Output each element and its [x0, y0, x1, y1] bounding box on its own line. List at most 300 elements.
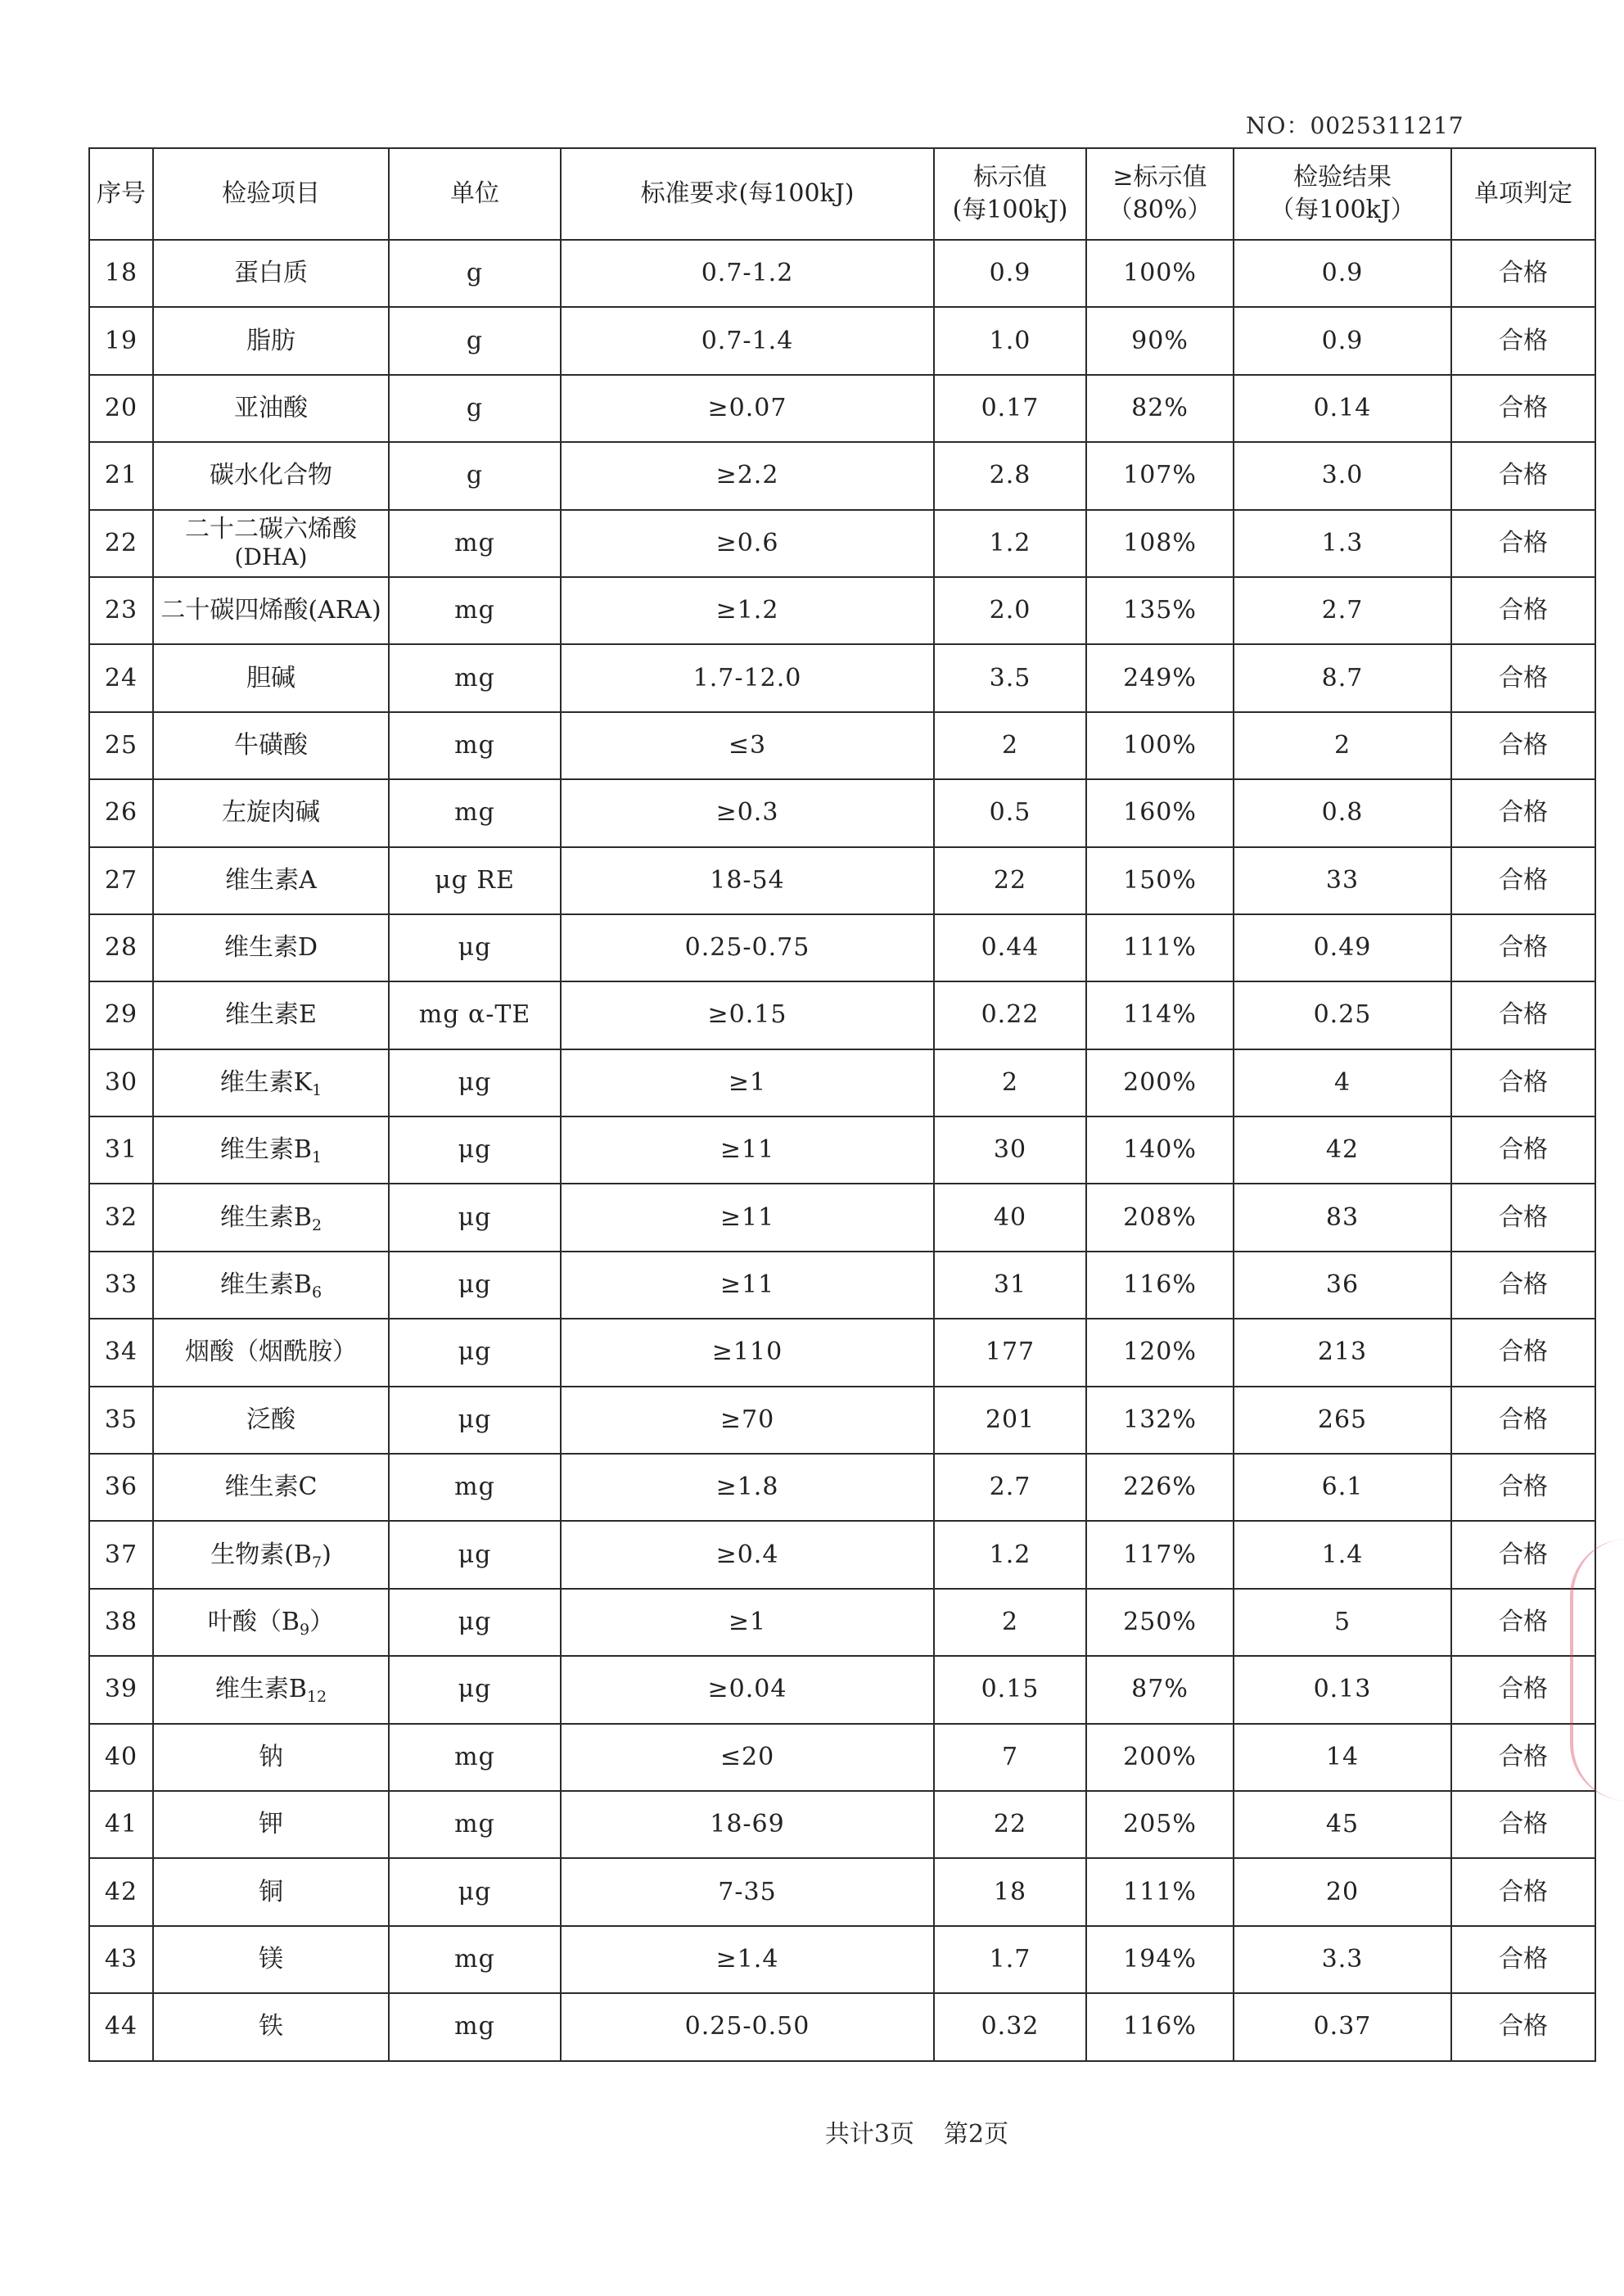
table-header: [89, 148, 1595, 240]
cell-ratio: 160%: [1086, 779, 1234, 846]
cell-label-value: 2.7: [934, 1454, 1086, 1521]
table-row: [89, 1993, 1595, 2060]
cell-unit: mg: [389, 1993, 561, 2060]
cell-ratio: 87%: [1086, 1656, 1234, 1723]
cell-standard: ≥1: [561, 1049, 934, 1116]
cell-item: [153, 442, 389, 509]
table-row: [89, 577, 1595, 644]
item-name-text: 亚油酸: [234, 393, 308, 422]
item-name-text: 铜: [259, 1877, 283, 1906]
cell-item: [153, 1252, 389, 1319]
cell-standard: ≥1.8: [561, 1454, 934, 1521]
cell-result: 3.3: [1234, 1926, 1451, 1993]
cell-unit: μg: [389, 1116, 561, 1184]
cell-label-value: 0.22: [934, 981, 1086, 1049]
item-subscript: 1: [312, 1080, 323, 1099]
table-row: [89, 375, 1595, 442]
page-footer: [0, 2113, 1624, 2149]
cell-result: 0.14: [1234, 375, 1451, 442]
item-name-text: 左旋肉碱: [222, 798, 320, 828]
item-name-text: 生物素(B: [210, 1540, 312, 1569]
item-name-text: 胆碱: [246, 663, 295, 692]
cell-result: 6.1: [1234, 1454, 1451, 1521]
cell-result: 42: [1234, 1116, 1451, 1184]
cell-no: 27: [89, 847, 153, 914]
cell-standard: 18-54: [561, 847, 934, 914]
cell-item: [153, 240, 389, 307]
cell-item: [153, 1926, 389, 1993]
item-name-text: 维生素C: [224, 1473, 318, 1502]
cell-ratio: 116%: [1086, 1252, 1234, 1319]
cell-item: [153, 577, 389, 644]
cell-result: 20: [1234, 1858, 1451, 1925]
table-row: [89, 1252, 1595, 1319]
item-name-line: [157, 327, 385, 355]
cell-verdict: 合格: [1451, 847, 1595, 914]
cell-ratio: 82%: [1086, 375, 1234, 442]
cell-no: 40: [89, 1724, 153, 1791]
item-name-line: [157, 1608, 385, 1639]
cell-item: [153, 1454, 389, 1521]
cell-item: [153, 1724, 389, 1791]
table-row: [89, 442, 1595, 509]
cell-label-value: 0.15: [934, 1656, 1086, 1723]
cell-verdict: 合格: [1451, 712, 1595, 779]
cell-verdict: 合格: [1451, 1791, 1595, 1858]
cell-verdict: 合格: [1451, 914, 1595, 981]
cell-result: 0.9: [1234, 240, 1451, 307]
cell-verdict: 合格: [1451, 375, 1595, 442]
cell-label-value: 0.9: [934, 240, 1086, 307]
cell-verdict: 合格: [1451, 1521, 1595, 1588]
cell-standard: 7-35: [561, 1858, 934, 1925]
cell-standard: ≥0.6: [561, 510, 934, 577]
total-pages: 共计3页: [824, 2120, 914, 2149]
cell-unit: mg: [389, 1926, 561, 1993]
cell-item: [153, 712, 389, 779]
cell-unit: g: [389, 240, 561, 307]
cell-ratio: 208%: [1086, 1184, 1234, 1251]
cell-no: 24: [89, 644, 153, 711]
cell-verdict: 合格: [1451, 510, 1595, 577]
col-header-unit: 单位: [389, 148, 561, 240]
cell-label-value: 3.5: [934, 644, 1086, 711]
cell-standard: 0.7-1.2: [561, 240, 934, 307]
item-name-text: 维生素A: [225, 865, 317, 895]
table-row: [89, 644, 1595, 711]
item-name-text: 牛磺酸: [234, 730, 308, 760]
cell-no: 18: [89, 240, 153, 307]
cell-label-value: 2: [934, 1049, 1086, 1116]
cell-verdict: 合格: [1451, 1387, 1595, 1454]
item-subscript: 1: [311, 1148, 323, 1167]
cell-item: [153, 1521, 389, 1588]
table-row: [89, 847, 1595, 914]
cell-result: 4: [1234, 1049, 1451, 1116]
cell-ratio: 120%: [1086, 1319, 1234, 1386]
cell-standard: ≥0.04: [561, 1656, 934, 1723]
cell-standard: 0.25-0.75: [561, 914, 934, 981]
item-subscript: 6: [311, 1283, 323, 1302]
item-name-line: [157, 1473, 385, 1501]
report-number: NO：0025311217: [1246, 112, 1464, 139]
table-row: [89, 779, 1595, 846]
item-name-line: [157, 934, 385, 962]
col-header-ratio: ≥标示值 （80%）: [1086, 148, 1234, 240]
cell-result: 14: [1234, 1724, 1451, 1791]
table-body: [89, 240, 1595, 2061]
cell-ratio: 140%: [1086, 1116, 1234, 1184]
item-name-line: [157, 1540, 385, 1572]
cell-item: [153, 847, 389, 914]
cell-verdict: 合格: [1451, 577, 1595, 644]
item-name-text: 维生素B: [219, 1270, 312, 1300]
cell-result: 0.37: [1234, 1993, 1451, 2060]
cell-ratio: 111%: [1086, 1858, 1234, 1925]
cell-label-value: 31: [934, 1252, 1086, 1319]
col-header-no: 序号: [89, 148, 153, 240]
cell-result: 1.4: [1234, 1521, 1451, 1588]
col-header-result: 检验结果 （每100kJ）: [1234, 148, 1451, 240]
cell-no: 38: [89, 1589, 153, 1656]
cell-ratio: 249%: [1086, 644, 1234, 711]
table-row: [89, 1454, 1595, 1521]
cell-no: 39: [89, 1656, 153, 1723]
cell-unit: mg: [389, 644, 561, 711]
cell-ratio: 200%: [1086, 1049, 1234, 1116]
item-name-line: [157, 544, 385, 571]
cell-ratio: 116%: [1086, 1993, 1234, 2060]
cell-no: 43: [89, 1926, 153, 1993]
cell-standard: ≥11: [561, 1116, 934, 1184]
cell-standard: ≥110: [561, 1319, 934, 1386]
cell-result: 0.25: [1234, 981, 1451, 1049]
cell-label-value: 177: [934, 1319, 1086, 1386]
item-name-text: 泛酸: [246, 1405, 295, 1434]
cell-result: 2.7: [1234, 577, 1451, 644]
item-name-line: [157, 1879, 385, 1906]
item-name-line: [157, 597, 385, 625]
cell-standard: ≥70: [561, 1387, 934, 1454]
table-row: [89, 1184, 1595, 1251]
item-subscript: 9: [299, 1621, 310, 1639]
cell-result: 1.3: [1234, 510, 1451, 577]
cell-item: [153, 779, 389, 846]
cell-result: 2: [1234, 712, 1451, 779]
cell-verdict: 合格: [1451, 1252, 1595, 1319]
table-row: [89, 307, 1595, 374]
cell-item: [153, 1993, 389, 2060]
cell-result: 8.7: [1234, 644, 1451, 711]
cell-verdict: 合格: [1451, 307, 1595, 374]
item-name-line: [157, 732, 385, 760]
cell-unit: g: [389, 375, 561, 442]
item-name-line: [157, 1069, 385, 1097]
table-row: [89, 1858, 1595, 1925]
cell-ratio: 250%: [1086, 1589, 1234, 1656]
cell-label-value: 30: [934, 1116, 1086, 1184]
table-row: [89, 1387, 1595, 1454]
item-name-text: 叶酸（B: [207, 1608, 300, 1636]
item-name-text: 钠: [259, 1742, 283, 1771]
cell-unit: mg α-TE: [389, 981, 561, 1049]
cell-unit: g: [389, 307, 561, 374]
item-name-line: [157, 1811, 385, 1838]
item-name-line: [157, 1270, 385, 1302]
cell-no: 44: [89, 1993, 153, 2060]
cell-item: [153, 375, 389, 442]
table-row: [89, 1521, 1595, 1588]
table-row: [89, 1926, 1595, 1993]
item-name-line: [157, 1001, 385, 1029]
cell-item: [153, 1858, 389, 1925]
item-name-text: 维生素B: [219, 1135, 312, 1165]
cell-result: 0.8: [1234, 779, 1451, 846]
cell-verdict: 合格: [1451, 1319, 1595, 1386]
cell-unit: mg: [389, 779, 561, 846]
cell-no: 42: [89, 1858, 153, 1925]
item-name-text: 二十二碳六烯酸: [185, 514, 357, 544]
cell-standard: 1.7-12.0: [561, 644, 934, 711]
cell-label-value: 1.2: [934, 1521, 1086, 1588]
cell-item: [153, 1319, 389, 1386]
item-name-text: 维生素K: [219, 1067, 313, 1097]
cell-unit: mg: [389, 510, 561, 577]
item-name-text: 维生素D: [223, 933, 318, 963]
cell-result: 36: [1234, 1252, 1451, 1319]
item-name-text: 烟酸（烟酰胺）: [185, 1337, 357, 1367]
cell-label-value: 2.8: [934, 442, 1086, 509]
cell-label-value: 0.5: [934, 779, 1086, 846]
item-name-line: [157, 462, 385, 489]
cell-no: 25: [89, 712, 153, 779]
table-row: [89, 1319, 1595, 1386]
cell-label-value: 18: [934, 1858, 1086, 1925]
cell-verdict: 合格: [1451, 779, 1595, 846]
cell-ratio: 200%: [1086, 1724, 1234, 1791]
cell-no: 26: [89, 779, 153, 846]
cell-ratio: 108%: [1086, 510, 1234, 577]
cell-ratio: 100%: [1086, 712, 1234, 779]
cell-standard: ≥0.4: [561, 1521, 934, 1588]
cell-verdict: 合格: [1451, 1049, 1595, 1116]
cell-item: [153, 1184, 389, 1251]
cell-item: [153, 1589, 389, 1656]
item-name-line: [157, 1135, 385, 1167]
cell-unit: μg: [389, 1252, 561, 1319]
cell-standard: ≥11: [561, 1252, 934, 1319]
cell-verdict: 合格: [1451, 1116, 1595, 1184]
cell-item: [153, 1387, 389, 1454]
current-page: 第2页: [944, 2120, 1009, 2149]
cell-unit: mg: [389, 712, 561, 779]
cell-unit: g: [389, 442, 561, 509]
cell-label-value: 2: [934, 1589, 1086, 1656]
item-name-text: 维生素E: [225, 1000, 317, 1030]
item-name-text: 钾: [259, 1810, 283, 1839]
item-name-line: [157, 395, 385, 422]
cell-ratio: 107%: [1086, 442, 1234, 509]
cell-unit: μg: [389, 1049, 561, 1116]
cell-ratio: 117%: [1086, 1521, 1234, 1588]
cell-ratio: 90%: [1086, 307, 1234, 374]
cell-result: 83: [1234, 1184, 1451, 1251]
inspection-results-table: [88, 147, 1596, 2062]
table-row: [89, 1791, 1595, 1858]
cell-unit: μg: [389, 1184, 561, 1251]
cell-verdict: 合格: [1451, 1589, 1595, 1656]
cell-label-value: 201: [934, 1387, 1086, 1454]
cell-standard: ≥1.4: [561, 1926, 934, 1993]
item-suffix: ）: [309, 1608, 335, 1636]
cell-label-value: 0.44: [934, 914, 1086, 981]
item-name-text: 维生素B: [219, 1202, 312, 1232]
col-header-standard: 标准要求(每100kJ): [561, 148, 934, 240]
cell-label-value: 22: [934, 847, 1086, 914]
cell-standard: ≥0.07: [561, 375, 934, 442]
item-name-line: [157, 516, 385, 544]
cell-no: 35: [89, 1387, 153, 1454]
item-name-line: [157, 259, 385, 287]
cell-ratio: 150%: [1086, 847, 1234, 914]
cell-no: 28: [89, 914, 153, 981]
cell-unit: μg: [389, 1656, 561, 1723]
cell-result: 265: [1234, 1387, 1451, 1454]
item-name-text: 铁: [259, 2012, 283, 2041]
cell-ratio: 100%: [1086, 240, 1234, 307]
cell-result: 213: [1234, 1319, 1451, 1386]
item-name-line: [157, 1743, 385, 1771]
cell-ratio: 114%: [1086, 981, 1234, 1049]
cell-verdict: 合格: [1451, 1724, 1595, 1791]
cell-item: [153, 307, 389, 374]
item-name-line: [157, 665, 385, 692]
cell-unit: mg: [389, 1724, 561, 1791]
cell-ratio: 111%: [1086, 914, 1234, 981]
cell-item: [153, 1656, 389, 1723]
cell-standard: ≥2.2: [561, 442, 934, 509]
cell-verdict: 合格: [1451, 981, 1595, 1049]
cell-ratio: 205%: [1086, 1791, 1234, 1858]
cell-label-value: 1.2: [934, 510, 1086, 577]
cell-no: 20: [89, 375, 153, 442]
cell-no: 30: [89, 1049, 153, 1116]
item-subscript: 2: [311, 1216, 323, 1234]
cell-standard: ≥0.3: [561, 779, 934, 846]
cell-ratio: 132%: [1086, 1387, 1234, 1454]
cell-result: 5: [1234, 1589, 1451, 1656]
cell-no: 33: [89, 1252, 153, 1319]
cell-unit: mg: [389, 1791, 561, 1858]
cell-no: 19: [89, 307, 153, 374]
cell-verdict: 合格: [1451, 1184, 1595, 1251]
cell-standard: ≤3: [561, 712, 934, 779]
cell-unit: μg: [389, 1521, 561, 1588]
table-row: [89, 981, 1595, 1049]
cell-item: [153, 914, 389, 981]
item-subscript: 7: [311, 1553, 323, 1572]
cell-standard: ≥0.15: [561, 981, 934, 1049]
cell-unit: μg: [389, 1858, 561, 1925]
cell-no: 36: [89, 1454, 153, 1521]
cell-label-value: 7: [934, 1724, 1086, 1791]
cell-label-value: 22: [934, 1791, 1086, 1858]
col-header-verdict: 单项判定: [1451, 148, 1595, 240]
cell-standard: 0.25-0.50: [561, 1993, 934, 2060]
table-row: [89, 240, 1595, 307]
cell-no: 41: [89, 1791, 153, 1858]
cell-item: [153, 1049, 389, 1116]
cell-no: 34: [89, 1319, 153, 1386]
item-name-text: 蛋白质: [234, 259, 308, 288]
item-name-line: [157, 1338, 385, 1366]
cell-result: 0.13: [1234, 1656, 1451, 1723]
item-suffix: ): [322, 1540, 332, 1569]
item-name-text: (DHA): [234, 543, 308, 571]
table-row: [89, 510, 1595, 577]
cell-result: 33: [1234, 847, 1451, 914]
col-header-label-value: 标示值 (每100kJ): [934, 148, 1086, 240]
table-row: [89, 712, 1595, 779]
item-name-line: [157, 1946, 385, 1973]
table-row: [89, 1656, 1595, 1723]
cell-result: 45: [1234, 1791, 1451, 1858]
cell-no: 22: [89, 510, 153, 577]
item-name-line: [157, 867, 385, 895]
cell-item: [153, 644, 389, 711]
cell-no: 37: [89, 1521, 153, 1588]
cell-verdict: 合格: [1451, 1926, 1595, 1993]
cell-standard: 0.7-1.4: [561, 307, 934, 374]
cell-unit: μg: [389, 1319, 561, 1386]
cell-no: 31: [89, 1116, 153, 1184]
cell-verdict: 合格: [1451, 1858, 1595, 1925]
cell-result: 3.0: [1234, 442, 1451, 509]
cell-result: 0.9: [1234, 307, 1451, 374]
item-name-line: [157, 799, 385, 827]
cell-verdict: 合格: [1451, 1656, 1595, 1723]
cell-no: 29: [89, 981, 153, 1049]
table-row: [89, 1116, 1595, 1184]
cell-label-value: 0.17: [934, 375, 1086, 442]
cell-item: [153, 1116, 389, 1184]
item-name-text: 脂肪: [246, 326, 295, 355]
cell-ratio: 226%: [1086, 1454, 1234, 1521]
cell-standard: ≤20: [561, 1724, 934, 1791]
item-name-line: [157, 2013, 385, 2041]
item-name-line: [157, 1204, 385, 1232]
cell-no: 32: [89, 1184, 153, 1251]
cell-label-value: 1.7: [934, 1926, 1086, 1993]
cell-unit: mg: [389, 1454, 561, 1521]
cell-no: 23: [89, 577, 153, 644]
table-row: [89, 914, 1595, 981]
item-name-line: [157, 1675, 385, 1707]
item-name-line: [157, 1406, 385, 1434]
cell-standard: 18-69: [561, 1791, 934, 1858]
item-name-text: 二十碳四烯酸(ARA): [160, 596, 381, 625]
cell-verdict: 合格: [1451, 1993, 1595, 2060]
cell-unit: μg: [389, 1387, 561, 1454]
table-row: [89, 1049, 1595, 1116]
cell-result: 0.49: [1234, 914, 1451, 981]
cell-item: [153, 510, 389, 577]
item-name-text: 维生素B: [214, 1675, 307, 1704]
cell-item: [153, 981, 389, 1049]
cell-ratio: 194%: [1086, 1926, 1234, 1993]
cell-unit: μg: [389, 1589, 561, 1656]
cell-ratio: 135%: [1086, 577, 1234, 644]
